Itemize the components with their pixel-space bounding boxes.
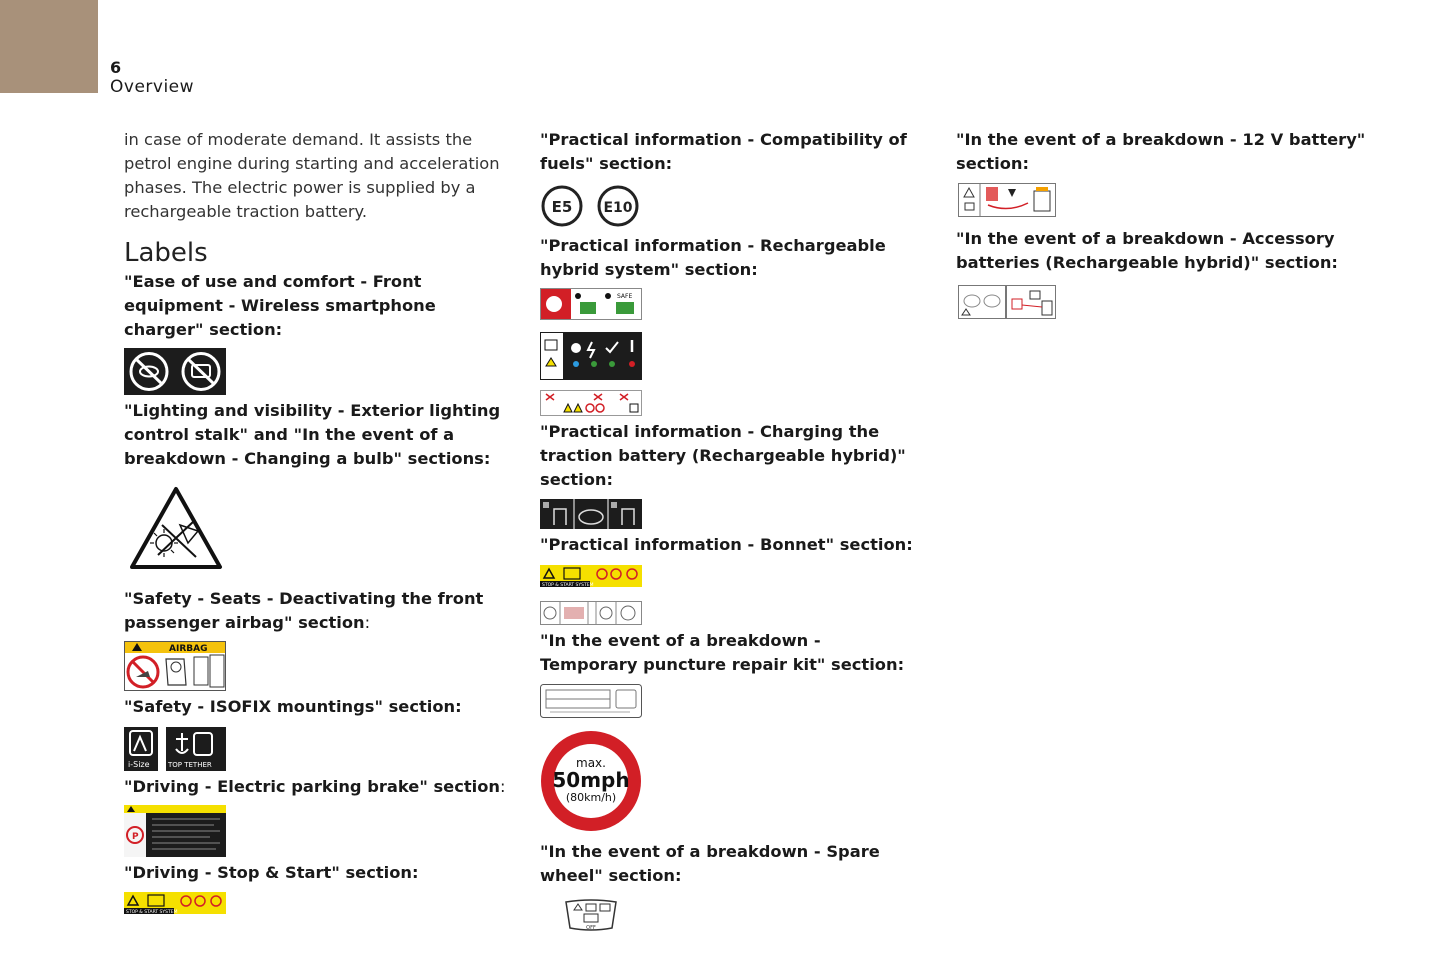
bonnet-label-1 xyxy=(540,565,920,587)
airbag-label xyxy=(124,641,514,691)
speed-limit-sign xyxy=(540,730,920,832)
column-2 xyxy=(540,128,920,932)
bonnet-label-2 xyxy=(540,601,920,625)
intro-paragraph: in case of moderate demand. It assists the petrol engine during starting and acceleration phases. The electric power is supplied by a rechargeable traction battery. xyxy=(124,130,500,221)
section-charger: "Ease of use and comfort - Front equipment - Wireless smartphone charger" section: xyxy=(124,272,436,339)
charger-label xyxy=(124,348,514,395)
section-12v: "In the event of a breakdown - 12 V battery" section: xyxy=(956,130,1366,173)
charging-label xyxy=(540,499,920,529)
section-bonnet: "Practical information - Bonnet" section: xyxy=(540,535,913,554)
accessory-battery-label xyxy=(958,285,1376,319)
page-title: Overview xyxy=(110,77,195,97)
svg-text:P: P xyxy=(132,832,139,842)
svg-text:SAFE: SAFE xyxy=(617,293,633,300)
section-spare: "In the event of a breakdown - Spare wheel" section: xyxy=(540,842,880,885)
fuel-e10: E10 xyxy=(603,200,633,216)
puncture-label xyxy=(540,684,920,718)
section-charging: "Practical information - Charging the traction battery (Rechargeable hybrid)" section: xyxy=(540,422,906,489)
svg-text:max.: max. xyxy=(576,756,606,770)
svg-text:AIRBAG: AIRBAG xyxy=(169,644,208,654)
epb-label xyxy=(124,805,514,857)
svg-text:STOP & START SYSTEM: STOP & START SYSTEM xyxy=(542,583,594,587)
svg-text:STOP & START SYSTEM: STOP & START SYSTEM xyxy=(126,910,178,914)
spare-wheel-label xyxy=(562,898,920,932)
svg-text:OFF: OFF xyxy=(586,925,596,931)
labels-heading: Labels xyxy=(124,238,208,268)
fuel-labels xyxy=(540,184,920,228)
column-3 xyxy=(956,128,1376,319)
chapter-tab xyxy=(0,0,98,93)
section-hybrid: "Practical information - Rechargeable hybrid system" section: xyxy=(540,236,886,279)
hybrid-label-3 xyxy=(540,390,920,416)
lighting-warning-label xyxy=(128,485,514,573)
isofix-labels xyxy=(124,727,514,771)
svg-text:(80km/h): (80km/h) xyxy=(565,791,617,804)
page-number: 6 xyxy=(110,58,122,77)
section-airbag: "Safety - Seats - Deactivating the front passenger airbag" section: xyxy=(124,589,484,632)
battery-12v-label xyxy=(958,183,1376,217)
svg-text:TOP TETHER: TOP TETHER xyxy=(168,761,212,769)
section-fuels: "Practical information - Compatibility of fuels" section: xyxy=(540,130,907,173)
hybrid-label-2 xyxy=(540,332,920,380)
hybrid-label-1 xyxy=(540,288,920,320)
section-epb: "Driving - Electric parking brake" section: xyxy=(124,777,506,796)
stopstart-label xyxy=(124,892,514,914)
svg-text:i-Size: i-Size xyxy=(128,760,150,769)
section-puncture: "In the event of a breakdown - Temporary puncture repair kit" section: xyxy=(540,631,905,674)
section-isofix: "Safety - ISOFIX mountings" section: xyxy=(124,697,462,716)
fuel-e5: E5 xyxy=(551,198,573,216)
section-lighting: "Lighting and visibility - Exterior lighting control stalk" and "In the event of a breakdown - Changing a bulb" sections: xyxy=(124,401,501,468)
section-stopstart: "Driving - Stop & Start" section: xyxy=(124,863,419,882)
column-1 xyxy=(124,128,514,914)
section-accessory: "In the event of a breakdown - Accessory batteries (Rechargeable hybrid)" section: xyxy=(956,229,1338,272)
svg-text:50mph: 50mph xyxy=(552,768,630,792)
